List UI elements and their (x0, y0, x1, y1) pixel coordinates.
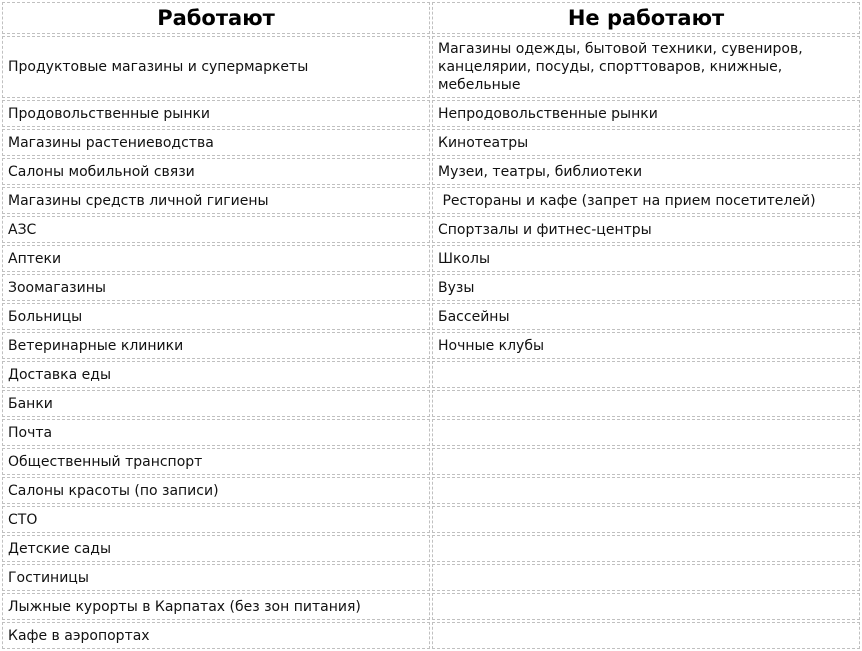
table-row (2, 448, 860, 475)
table-row (2, 419, 860, 446)
table-cell-not-working: Музеи, театры, библиотеки (432, 158, 860, 185)
table-row (2, 216, 860, 243)
table-cell-not-working (432, 564, 860, 591)
column-header-working: Работают (2, 2, 430, 34)
table-cell-working: Больницы (2, 303, 430, 330)
table-cell-not-working (432, 477, 860, 504)
table-row (2, 506, 860, 533)
table-cell-not-working (432, 593, 860, 620)
table-cell-working: Продуктовые магазины и супермаркеты (2, 36, 430, 98)
table-cell-not-working (432, 535, 860, 562)
table-cell-working: Продовольственные рынки (2, 100, 430, 127)
table-row (2, 390, 860, 417)
table-row (2, 36, 860, 98)
table-row (2, 332, 860, 359)
table-cell-not-working: Бассейны (432, 303, 860, 330)
table-cell-working: Лыжные курорты в Карпатах (без зон питания) (2, 593, 430, 620)
table-cell-not-working (432, 390, 860, 417)
table-cell-not-working (432, 448, 860, 475)
table-cell-not-working: Ночные клубы (432, 332, 860, 359)
table-row (2, 100, 860, 127)
table-cell-working: СТО (2, 506, 430, 533)
table-row (2, 187, 860, 214)
table-cell-working: Салоны мобильной связи (2, 158, 430, 185)
table-cell-working: Гостиницы (2, 564, 430, 591)
table-cell-working: Салоны красоты (по записи) (2, 477, 430, 504)
table-cell-working: Общественный транспорт (2, 448, 430, 475)
table-cell-not-working: Непродовольственные рынки (432, 100, 860, 127)
table-cell-working: АЗС (2, 216, 430, 243)
table-row (2, 361, 860, 388)
header-row (2, 2, 860, 34)
table-cell-working: Магазины средств личной гигиены (2, 187, 430, 214)
status-table-header (2, 2, 860, 34)
table-cell-working: Зоомагазины (2, 274, 430, 301)
table-row (2, 245, 860, 272)
table-cell-working: Банки (2, 390, 430, 417)
table-row (2, 303, 860, 330)
column-header-not-working: Не работают (432, 2, 860, 34)
table-cell-not-working (432, 622, 860, 649)
table-cell-working: Аптеки (2, 245, 430, 272)
table-cell-not-working (432, 506, 860, 533)
table-cell-working: Кафе в аэропортах (2, 622, 430, 649)
table-row (2, 129, 860, 156)
table-cell-not-working: Школы (432, 245, 860, 272)
status-table-body (2, 36, 860, 649)
table-cell-working: Магазины растениеводства (2, 129, 430, 156)
table-cell-not-working (432, 361, 860, 388)
table-row (2, 593, 860, 620)
table-cell-working: Почта (2, 419, 430, 446)
table-cell-working: Ветеринарные клиники (2, 332, 430, 359)
table-row (2, 564, 860, 591)
table-cell-not-working (432, 419, 860, 446)
table-cell-not-working: Магазины одежды, бытовой техники, сувениров, канцелярии, посуды, спорттоваров, книжные, мебельные (432, 36, 860, 98)
table-cell-not-working: Вузы (432, 274, 860, 301)
table-row (2, 622, 860, 649)
table-cell-working: Детские сады (2, 535, 430, 562)
table-cell-working: Доставка еды (2, 361, 430, 388)
table-row (2, 158, 860, 185)
table-cell-not-working: Спортзалы и фитнес-центры (432, 216, 860, 243)
table-row (2, 535, 860, 562)
table-row (2, 477, 860, 504)
table-cell-not-working: Рестораны и кафе (запрет на прием посетителей) (432, 187, 860, 214)
table-cell-not-working: Кинотеатры (432, 129, 860, 156)
table-row (2, 274, 860, 301)
